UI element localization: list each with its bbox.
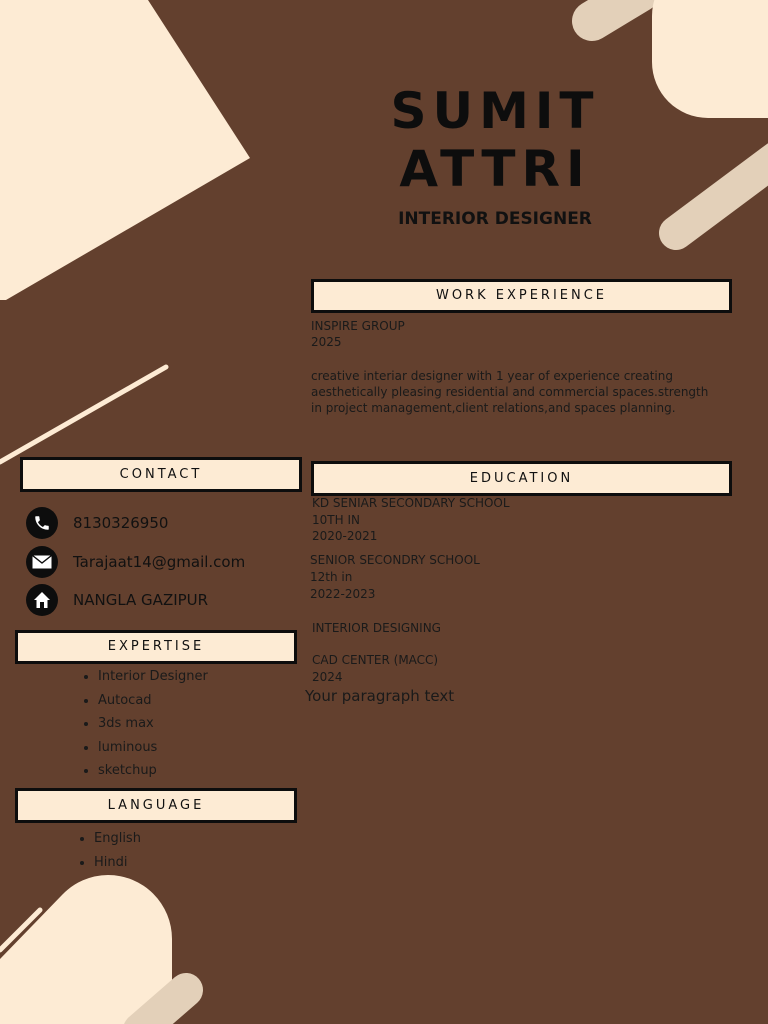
placeholder-paragraph: Your paragraph text bbox=[305, 687, 455, 705]
expertise-heading: EXPERTISE bbox=[15, 630, 297, 664]
address: NANGLA GAZIPUR bbox=[73, 591, 209, 609]
education-heading: EDUCATION bbox=[311, 461, 732, 496]
contact-address bbox=[26, 584, 208, 616]
contact-phone bbox=[26, 507, 168, 539]
list-item: • English bbox=[94, 830, 141, 854]
expertise-list bbox=[80, 668, 208, 786]
course-name: INTERIOR DESIGNING bbox=[312, 621, 441, 635]
job-title: INTERIOR DESIGNER bbox=[398, 209, 592, 229]
education-school-1: KD SENIAR SECONDARY SCHOOL bbox=[312, 496, 510, 510]
phone-number: 8130326950 bbox=[73, 514, 169, 532]
first-name: SUMIT bbox=[390, 82, 600, 140]
work-description-line-3: in project management,client relations,and spaces planning. bbox=[311, 401, 676, 415]
contact-email bbox=[26, 546, 245, 578]
education-level-1: 10TH IN bbox=[312, 513, 360, 527]
education-years-1: 2020-2021 bbox=[312, 529, 378, 543]
language-list bbox=[76, 830, 141, 877]
email-address: Tarajaat14@gmail.com bbox=[73, 553, 246, 571]
mail-icon bbox=[26, 546, 58, 578]
list-item: • Interior Designer bbox=[98, 668, 208, 692]
company-name: INSPIRE GROUP bbox=[311, 319, 405, 333]
work-experience-heading: WORK EXPERIENCE bbox=[311, 279, 732, 313]
work-year: 2025 bbox=[311, 335, 342, 349]
list-item: • luminous bbox=[98, 739, 208, 763]
contact-heading: CONTACT bbox=[20, 457, 302, 492]
language-heading: LANGUAGE bbox=[15, 788, 297, 823]
work-description-line-1: creative interiar designer with 1 year of experience creating bbox=[311, 369, 673, 383]
institute-year: 2024 bbox=[312, 670, 343, 684]
list-item: • Hindi bbox=[94, 854, 141, 878]
list-item: • 3ds max bbox=[98, 715, 208, 739]
phone-icon bbox=[26, 507, 58, 539]
last-name: ATTRI bbox=[399, 140, 591, 198]
list-item: • sketchup bbox=[98, 762, 208, 786]
education-years-2: 2022-2023 bbox=[310, 587, 376, 601]
education-level-2: 12th in bbox=[310, 570, 353, 584]
list-item: • Autocad bbox=[98, 692, 208, 716]
home-icon bbox=[26, 584, 58, 616]
work-description-line-2: aesthetically pleasing residential and commercial spaces.strength bbox=[311, 385, 709, 399]
institute-name: CAD CENTER (MACC) bbox=[312, 653, 439, 667]
education-school-2: SENIOR SECONDRY SCHOOL bbox=[310, 553, 480, 567]
